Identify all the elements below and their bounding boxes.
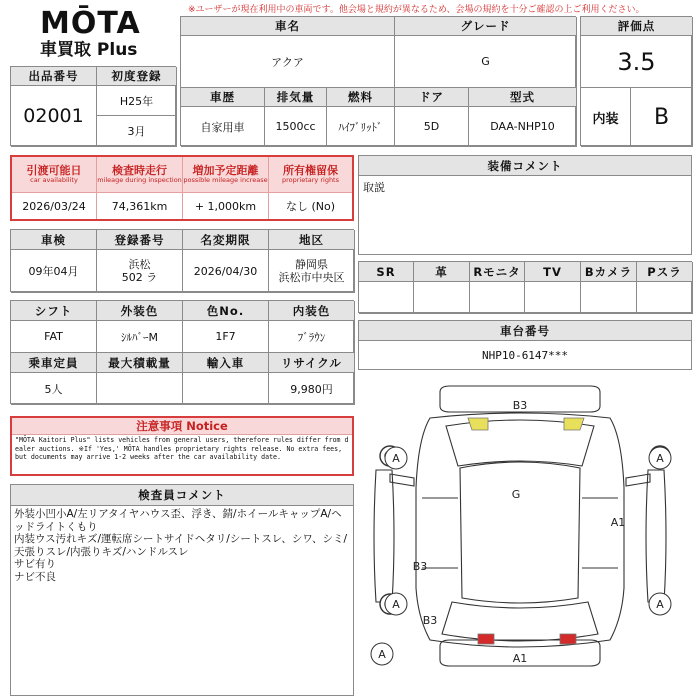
registration-table	[10, 229, 354, 292]
notice-box	[10, 416, 354, 476]
plate-area: 浜松	[128, 258, 151, 271]
model-value: DAA-NHP10	[469, 107, 577, 147]
car-name-label: 車名	[181, 17, 395, 36]
opt-pslide-label: Pスラ	[637, 262, 693, 282]
listing-no-label: 出品番号	[11, 67, 97, 86]
int-color-label: 内装色	[269, 301, 355, 321]
mileage-sub: mileage during inspection	[97, 176, 182, 184]
mileage-title: 検査時走行	[112, 164, 167, 177]
capacity-value: 5人	[11, 373, 97, 405]
avail-date-sub: car availability	[30, 176, 78, 184]
car-name: アクア	[181, 36, 395, 88]
opt-tv-label: TV	[525, 262, 581, 282]
plate-label: 登録番号	[97, 230, 183, 250]
doors-label: ドア	[395, 88, 469, 107]
displacement-value: 1500cc	[265, 107, 327, 147]
first-reg-month: 3月	[97, 116, 177, 147]
rights-title: 所有権留保	[283, 164, 338, 177]
availability-box	[10, 155, 354, 221]
listing-table	[10, 66, 176, 146]
shift-label: シフト	[11, 301, 97, 321]
capacity-label: 乗車定員	[11, 353, 97, 373]
region-pref: 静岡県	[295, 258, 328, 271]
shift-value: FAT	[11, 321, 97, 353]
inspector-line: サビ有り	[14, 558, 56, 570]
notice-label: 注意事項 Notice	[12, 418, 352, 435]
damage-label-a: A	[656, 452, 664, 465]
damage-label-a1-bottom: A1	[512, 652, 528, 665]
inspector-line: ナビ不良	[14, 570, 56, 583]
max-load-label: 最大積載量	[97, 353, 183, 373]
chassis-value: NHP10-6147***	[481, 348, 569, 362]
fuel-label: 燃料	[327, 88, 395, 107]
logo-sub: 車買取 Plus	[40, 40, 138, 60]
options-table	[358, 261, 692, 313]
int-color-value: ﾌﾞﾗｳﾝ	[269, 321, 355, 353]
logo-mota: MŌTA	[40, 6, 141, 41]
ext-color-value: ｼﾙﾊﾞｰM	[97, 321, 183, 353]
rights-value: なし (No)	[285, 200, 336, 213]
grade-value: G	[395, 36, 577, 88]
avail-date-label	[12, 157, 97, 193]
logo	[40, 8, 150, 60]
equipment-box	[358, 155, 692, 255]
inspector-label: 検査員コメント	[11, 485, 353, 506]
ext-color-label: 外装色	[97, 301, 183, 321]
region-city: 浜松市中央区	[278, 271, 345, 284]
opt-tv-value	[525, 282, 581, 314]
interior-label: 内装	[581, 88, 631, 147]
damage-label-a: A	[392, 452, 400, 465]
spec-table	[10, 300, 354, 404]
car-table	[180, 16, 576, 146]
opt-bcamera-label: Bカメラ	[581, 262, 637, 282]
avail-date-value: 2026/03/24	[12, 193, 97, 219]
interior-value: B	[631, 88, 693, 147]
headlight-right-highlight	[564, 418, 584, 430]
recycle-value: 9,980円	[269, 373, 355, 405]
color-no-label: 色No.	[183, 301, 269, 321]
score-value: 3.5	[581, 36, 693, 88]
equipment-label: 装備コメント	[359, 156, 691, 176]
chassis-label: 車台番号	[359, 321, 691, 341]
name-change-label: 名変期限	[183, 230, 269, 250]
equipment-text: 取説	[363, 181, 385, 194]
opt-leather-label: 革	[414, 262, 470, 282]
first-reg-label: 初度登録	[97, 67, 177, 86]
opt-pslide-value	[637, 282, 693, 314]
damage-label-b3-bottom: B3	[422, 614, 438, 627]
opt-rmonitor-label: Rモニタ	[470, 262, 525, 282]
fuel-value: ﾊｲﾌﾞﾘｯﾄﾞ	[327, 107, 395, 147]
damage-label-a: A	[392, 598, 400, 611]
displacement-label: 排気量	[265, 88, 327, 107]
region-label: 地区	[269, 230, 355, 250]
taillight-right-highlight	[560, 634, 576, 644]
damage-label-a: A	[378, 648, 386, 661]
mileage-value: 74,361km	[97, 193, 183, 219]
score-label: 評価点	[581, 17, 693, 36]
damage-label-a: A	[656, 598, 664, 611]
import-label: 輸入車	[183, 353, 269, 373]
avail-date-title: 引渡可能日	[26, 164, 82, 177]
increase-sub: possible mileage increase	[183, 176, 268, 184]
mileage-label	[97, 157, 183, 193]
opt-rmonitor-value	[470, 282, 525, 314]
history-value: 自家用車	[181, 107, 265, 147]
grade-label: グレード	[395, 17, 577, 36]
rights-sub: proprietary rights	[281, 176, 339, 184]
opt-bcamera-value	[581, 282, 637, 314]
import-value	[183, 373, 269, 405]
model-label: 型式	[469, 88, 577, 107]
damage-label-g: G	[511, 488, 521, 501]
history-label: 車歴	[181, 88, 265, 107]
shaken-label: 車検	[11, 230, 97, 250]
doors-value: 5D	[395, 107, 469, 147]
mileage-increase-label	[183, 157, 269, 193]
rights-label	[269, 157, 352, 193]
opt-leather-value	[414, 282, 470, 314]
inspector-line: 外装小凹小A/左リアタイヤハウス歪、浮き、錆/ホイールキャップA/ヘッドライトくもり	[14, 508, 342, 533]
plate-value	[97, 250, 183, 293]
score-table	[580, 16, 692, 146]
top-notice: ※ユーザーが現在利用中の車両です。他会場と規約が異なるため、会場の規約を十分ご確認の上ご利用ください。	[188, 5, 645, 15]
damage-label-a1-right: A1	[610, 516, 626, 529]
name-change-value: 2026/04/30	[183, 250, 269, 293]
notice-text: "MŌTA Kaitori Plus" lists vehicles from general users, therefore rules differ from dealer auctions. ※If 'Yes,' MŌTA handles proprietary rights release. No extra fees, but documents may arrive 1-2 weeks after the car availability date.	[15, 436, 349, 461]
recycle-label: リサイクル	[269, 353, 355, 373]
color-no-value: 1F7	[183, 321, 269, 353]
inspector-box	[10, 484, 354, 696]
taillight-left-highlight	[478, 634, 494, 644]
first-reg-year: H25年	[97, 86, 177, 116]
damage-label-b3-left: B3	[412, 560, 428, 573]
max-load-value	[97, 373, 183, 405]
damage-label-b3-top: B3	[512, 399, 528, 412]
opt-sr-value	[359, 282, 414, 314]
shaken-value: 09年04月	[11, 250, 97, 293]
opt-sr-label: SR	[359, 262, 414, 282]
headlight-left-highlight	[468, 418, 488, 430]
region-value	[269, 250, 355, 293]
listing-no-value: 02001	[11, 86, 97, 147]
inspector-line: 内装ウス汚れキズ/運転席シートサイドヘタリ/シートスレ、シワ、シミ/天張りスレ/内張りキズ/ハンドルスレ	[14, 533, 348, 558]
chassis-box	[358, 320, 692, 370]
increase-title: 増加予定距離	[192, 164, 259, 177]
inspector-text	[11, 506, 353, 585]
plate-number: 502 ラ	[121, 271, 158, 284]
mileage-increase-value: + 1,000km	[183, 193, 269, 219]
car-diagram	[360, 378, 696, 698]
